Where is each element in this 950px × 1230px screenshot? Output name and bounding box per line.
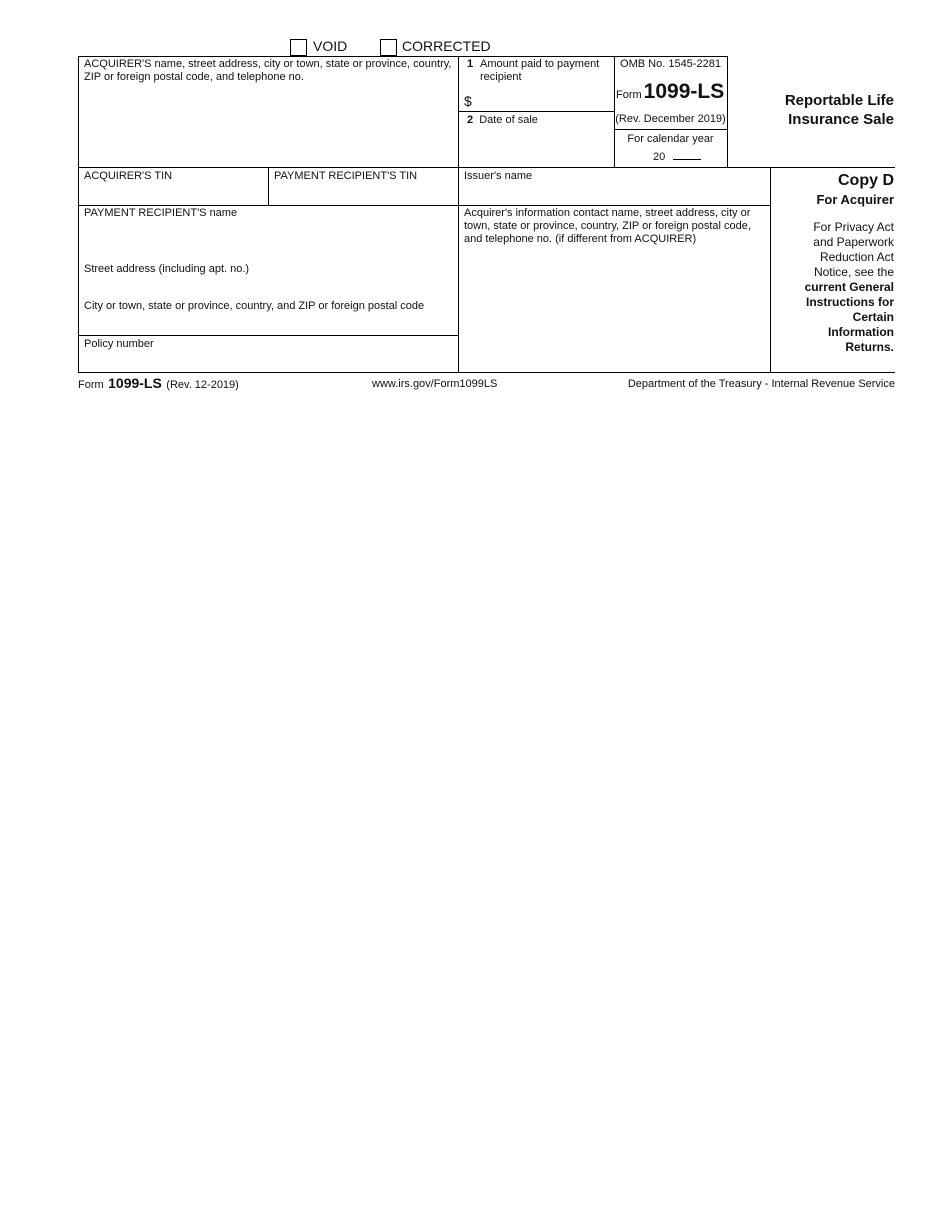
form-heading-line2: Insurance Sale (788, 111, 894, 128)
box1-text: Amount paid to payment recipient (480, 58, 600, 83)
footer-revision: (Rev. 12-2019) (166, 379, 239, 391)
footer-department: Department of the Treasury - Internal Revenue Service (627, 378, 895, 390)
footer-form-id (78, 375, 239, 393)
privacy-line2: and Paperwork (813, 235, 894, 249)
box1-amount-field[interactable] (478, 88, 610, 110)
footer-form-prefix: Form (78, 379, 104, 391)
box2-date-field[interactable] (462, 130, 610, 164)
void-label: VOID (313, 38, 348, 54)
footer-url: www.irs.gov/Form1099LS (372, 378, 498, 390)
form-heading-line1: Reportable Life (784, 92, 894, 109)
omb-number: OMB No. 1545-2281 (620, 58, 721, 70)
corrected-label: CORRECTED (402, 38, 491, 54)
copy-subtitle: For Acquirer (816, 192, 894, 207)
void-checkbox[interactable] (290, 39, 307, 56)
issuer-name-label: Issuer's name (464, 170, 533, 182)
form-prefix: Form (616, 89, 642, 101)
box2-number: 2 (467, 114, 474, 126)
calendar-year-field[interactable] (673, 148, 701, 160)
street-address-label: Street address (including apt. no.) (84, 263, 250, 275)
copy-label (776, 171, 894, 209)
privacy-line3: Reduction Act (819, 250, 894, 264)
form-heading (736, 91, 894, 129)
box1-currency: $ (464, 93, 472, 109)
recipient-name-field[interactable] (80, 222, 456, 260)
city-state-zip-field[interactable] (80, 315, 456, 333)
void-corrected-header (290, 38, 510, 56)
acquirer-contact-label: Acquirer's information contact name, street address, city or town, state or province, country, ZIP or foreign postal code, and telephone no. (if different from ACQUIRER) (464, 207, 751, 245)
box2-label (467, 114, 538, 127)
privacy-notice (776, 220, 894, 355)
acquirer-contact-field[interactable] (460, 248, 768, 370)
acquirer-name-address-field[interactable] (80, 86, 456, 164)
form-title (616, 80, 724, 104)
privacy-line7: Certain (852, 310, 894, 324)
acquirer-tin-field[interactable] (80, 184, 266, 203)
box1-label (467, 58, 612, 84)
form-revision: (Rev. December 2019) (615, 113, 726, 125)
policy-number-label: Policy number (84, 338, 154, 350)
footer-form-name: 1099-LS (108, 375, 162, 391)
box2-text: Date of sale (479, 114, 538, 126)
copy-title: Copy D (838, 172, 894, 189)
privacy-line6: Instructions for (805, 295, 894, 309)
recipient-name-label: PAYMENT RECIPIENT'S name (84, 207, 238, 219)
acquirer-tin-label: ACQUIRER'S TIN (84, 170, 173, 182)
issuer-name-field[interactable] (460, 184, 768, 203)
privacy-line4: Notice, see the (813, 265, 894, 279)
privacy-line8: Information (828, 325, 894, 339)
recipient-tin-label: PAYMENT RECIPIENT'S TIN (274, 170, 418, 182)
city-state-zip-label: City or town, state or province, country, and ZIP or foreign postal code (84, 300, 425, 312)
calendar-year-row (653, 147, 701, 163)
privacy-line9: Returns. (845, 340, 894, 354)
corrected-checkbox[interactable] (380, 39, 397, 56)
acquirer-name-address-label: ACQUIRER'S name, street address, city or town, state or province, country, ZIP or foreign postal code, and telephone no. (84, 58, 452, 83)
calendar-year-prefix: 20 (653, 151, 666, 163)
calendar-year-label: For calendar year (627, 133, 714, 145)
box1-number: 1 (467, 58, 474, 70)
policy-number-field[interactable] (80, 352, 456, 370)
street-address-field[interactable] (80, 278, 456, 298)
privacy-line1: For Privacy Act (813, 220, 894, 234)
recipient-tin-field[interactable] (270, 184, 456, 203)
privacy-line5: current General (804, 280, 894, 294)
form-name: 1099-LS (643, 80, 725, 103)
